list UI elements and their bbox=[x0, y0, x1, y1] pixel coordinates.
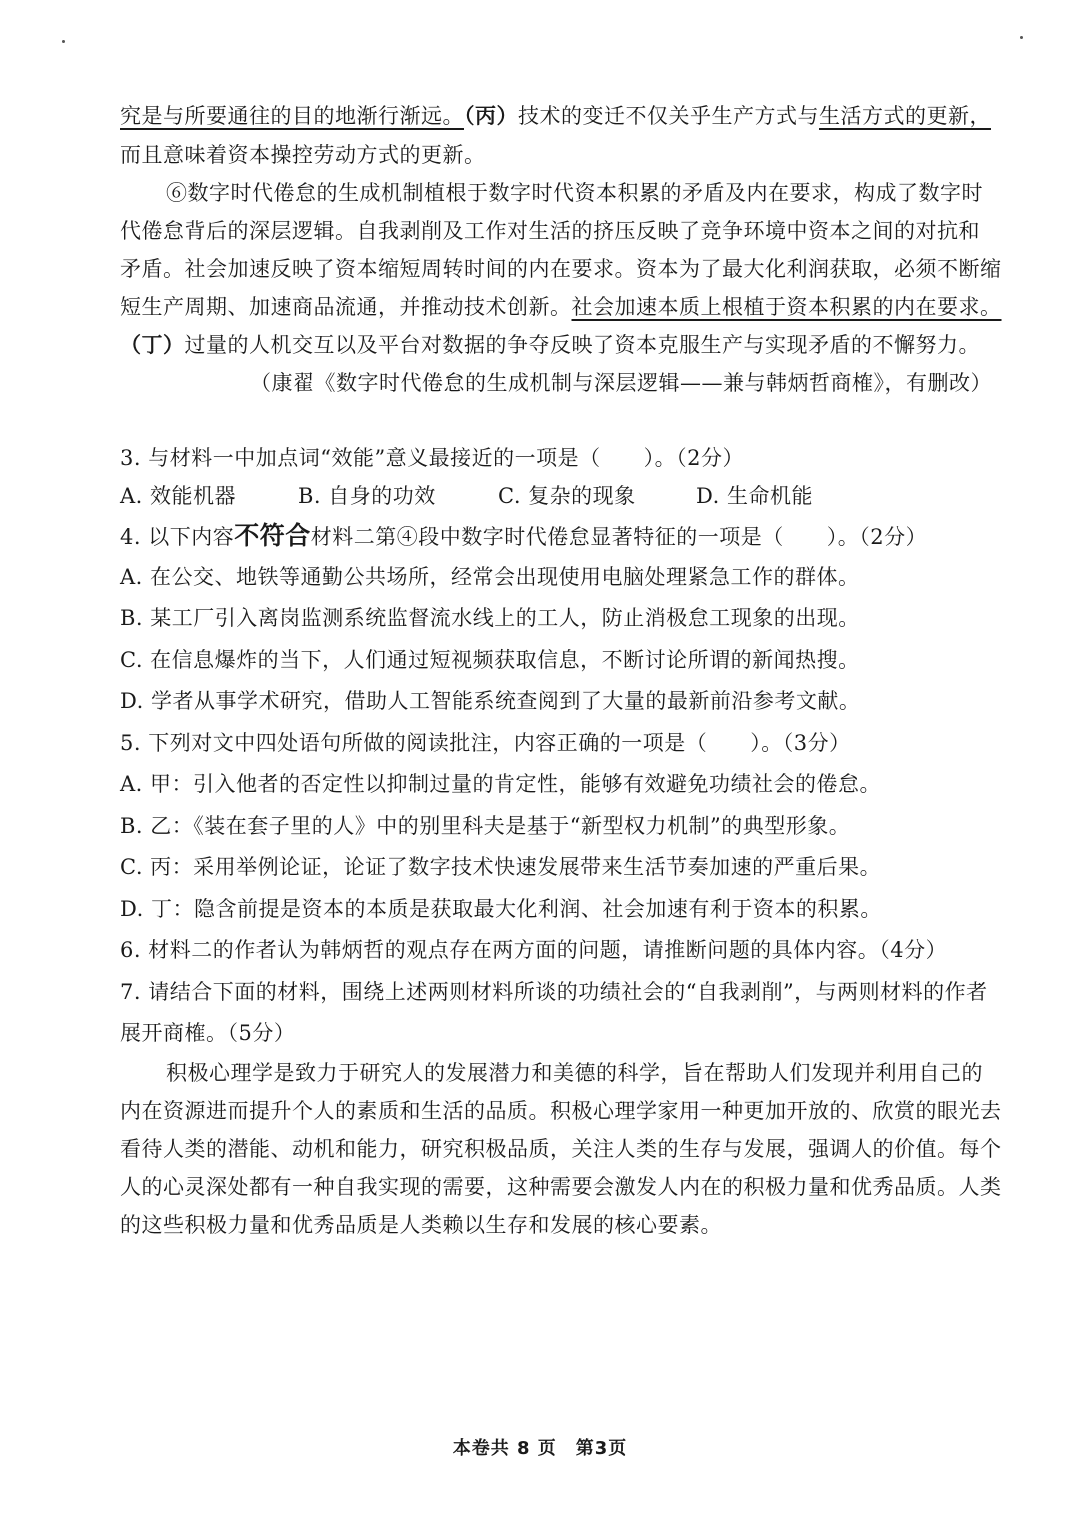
paragraph-6-line: （丁）过量的人机交互以及平台对数据的争夺反映了资本克服生产与实现矛盾的不懈努力。 bbox=[120, 332, 980, 357]
option-b: B. 自身的功效 bbox=[298, 484, 436, 508]
question-5-option-a: A. 甲：引入他者的否定性以抑制过量的肯定性，能够有效避免功绩社会的倦怠。 bbox=[120, 772, 882, 796]
paragraph-6-line: 矛盾。社会加速反映了资本缩短周转时间的内在要求。资本为了最大化利润获取，必须不断缩 bbox=[120, 257, 1002, 281]
scan-speck bbox=[62, 40, 65, 43]
paragraph-6-line: ⑥数字时代倦怠的生成机制植根于数字时代资本积累的矛盾及内在要求，构成了数字时 bbox=[166, 181, 983, 205]
material-paragraph-line: 人的心灵深处都有一种自我实现的需要，这种需要会激发人内在的积极力量和优秀品质。人类 bbox=[120, 1175, 1002, 1199]
question-5-option-d: D. 丁：隐含前提是资本的本质是获取最大化利润、社会加速有利于资本的积累。 bbox=[120, 897, 882, 921]
option-d: D. 生命机能 bbox=[696, 484, 813, 508]
scan-speck bbox=[1020, 36, 1023, 39]
material-paragraph-line: 积极心理学是致力于研究人的发展潜力和美德的科学，旨在帮助人们发现并利用自己的 bbox=[166, 1061, 983, 1085]
annotation-marker-ding: （丁） bbox=[120, 332, 185, 357]
material-paragraph-line: 内在资源进而提升个人的素质和生活的品质。积极心理学家用一种更加开放的、欣赏的眼光去 bbox=[120, 1099, 1002, 1123]
question-6-stem: 6. 材料二的作者认为韩炳哲的观点存在两方面的问题，请推断问题的具体内容。（4分） bbox=[120, 938, 948, 962]
question-3-stem: 3. 与材料一中加点词“效能”意义最接近的一项是（ ）。（2分） bbox=[120, 446, 745, 470]
page-footer: 本卷共 8 页 第3页 bbox=[452, 1438, 628, 1459]
option-a: A. 效能机器 bbox=[120, 484, 237, 508]
question-5-option-b: B. 乙：《装在套子里的人》中的别里科夫是基于“新型权力机制”的典型形象。 bbox=[120, 814, 851, 838]
question-4-stem: 4. 以下内容不符合材料二第④段中数字时代倦怠显著特征的一项是（ ）。（2分） bbox=[120, 521, 928, 550]
material-paragraph-line: 看待人类的潜能、动机和能力，研究积极品质，关注人类的生存与发展，强调人的价值。每个 bbox=[120, 1137, 1002, 1161]
option-c: C. 复杂的现象 bbox=[498, 484, 636, 508]
passage-line: 而且意味着资本操控劳动方式的更新。 bbox=[120, 143, 486, 167]
question-5-option-c: C. 丙：采用举例论证，论证了数字技术快速发展带来生活节奏加速的严重后果。 bbox=[120, 855, 882, 879]
annotated-sentence: 社会加速本质上根植于资本积累的内在要求。 bbox=[571, 295, 1002, 319]
paragraph-6-line: 短生产周期、加速商品流通，并推动技术创新。社会加速本质上根植于资本积累的内在要求。 bbox=[120, 295, 1002, 319]
annotated-sentence: 究是与所要通往的目的地渐行渐远。 bbox=[120, 104, 464, 128]
question-4-option-b: B. 某工厂引入离岗监测系统监督流水线上的工人，防止消极怠工现象的出现。 bbox=[120, 606, 860, 630]
question-7-stem: 展开商榷。（5分） bbox=[120, 1021, 296, 1045]
question-4-option-a: A. 在公交、地铁等通勤公共场所，经常会出现使用电脑处理紧急工作的群体。 bbox=[120, 565, 860, 589]
paragraph-6-line: 代倦怠背后的深层逻辑。自我剥削及工作对生活的挤压反映了竞争环境中资本之间的对抗和 bbox=[120, 219, 980, 243]
material-paragraph-line: 的这些积极力量和优秀品质是人类赖以生存和发展的核心要素。 bbox=[120, 1213, 722, 1237]
emphasis-not-match: 不符合 bbox=[234, 521, 311, 550]
question-4-option-c: C. 在信息爆炸的当下，人们通过短视频获取信息，不断讨论所谓的新闻热搜。 bbox=[120, 648, 860, 672]
question-4-option-d: D. 学者从事学术研究，借助人工智能系统查阅到了大量的最新前沿参考文献。 bbox=[120, 689, 861, 713]
source-citation: （康翟《数字时代倦怠的生成机制与深层逻辑——兼与韩炳哲商榷》，有删改） bbox=[250, 371, 992, 395]
annotation-marker-bing: （丙） bbox=[464, 103, 518, 128]
passage-line: 究是与所要通往的目的地渐行渐远。（丙）技术的变迁不仅关乎生产方式与生活方式的更新， bbox=[120, 103, 991, 128]
question-5-stem: 5. 下列对文中四处语句所做的阅读批注，内容正确的一项是（ ）。（3分） bbox=[120, 731, 851, 755]
question-7-stem: 7. 请结合下面的材料，围绕上述两则材料所谈的功绩社会的“自我剥削”，与两则材料的作者 bbox=[120, 980, 988, 1004]
